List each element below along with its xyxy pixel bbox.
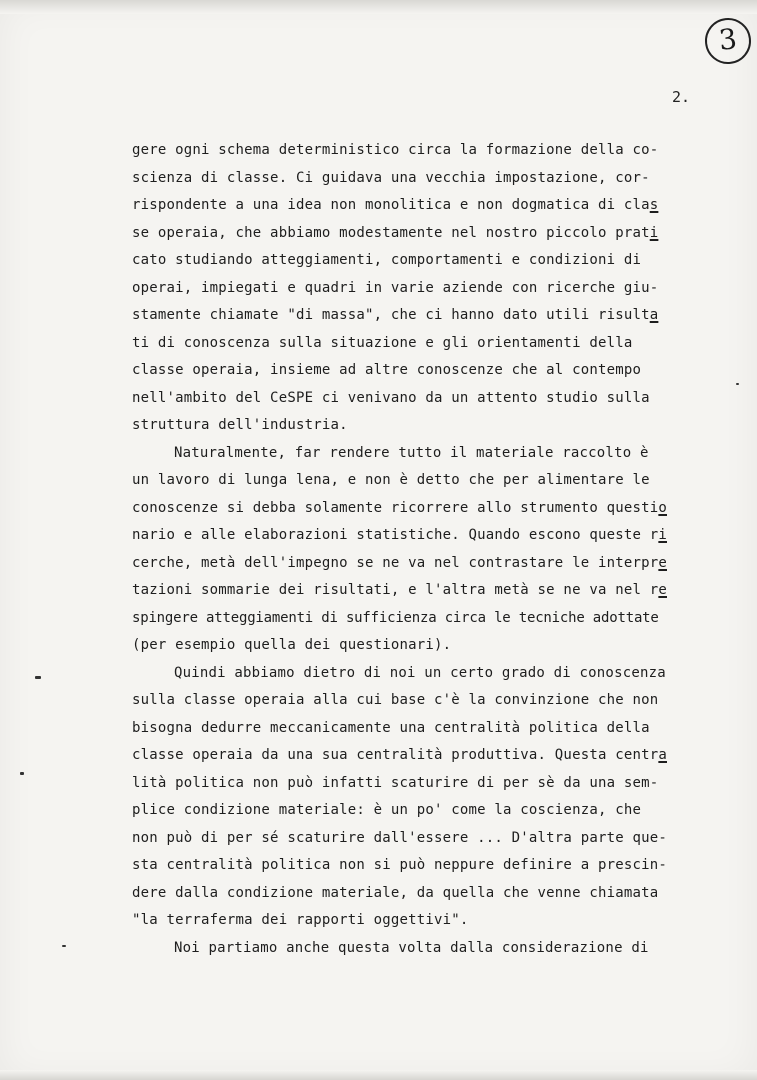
scan-speck (20, 772, 24, 775)
text-line (132, 715, 732, 743)
text-segment: bisogna dedurre meccanicamente una centralità politica della (132, 719, 650, 736)
text-segment: "la terraferma dei rapporti oggettivi". (132, 912, 469, 928)
text-line (132, 852, 732, 880)
scan-speck (736, 383, 739, 385)
text-line (132, 165, 732, 193)
text-segment: lità politica non può infatti scaturire di per sè da una sem- (132, 774, 659, 791)
text-segment: nell'ambito del CeSPE ci venivano da un attento studio sulla (132, 389, 650, 406)
text-line (132, 935, 732, 963)
text-line (132, 907, 732, 935)
text-line (132, 357, 732, 385)
handwritten-folio-mark: 3 (703, 16, 754, 67)
text-line (132, 687, 732, 715)
underlined-hyphenation-fragment: a (658, 747, 667, 763)
text-segment: un lavoro di lunga lena, e non è detto che per alimentare le (132, 472, 650, 488)
text-line (132, 467, 732, 495)
text-line (132, 495, 732, 523)
underlined-hyphenation-fragment: o (658, 499, 667, 516)
text-line (132, 137, 732, 165)
underlined-hyphenation-fragment: a (649, 307, 659, 323)
underlined-hyphenation-fragment: s (649, 197, 659, 213)
scan-speck (35, 676, 41, 679)
text-line (132, 385, 732, 413)
text-segment: ti di conoscenza sulla situazione e gli orientamenti della (132, 334, 633, 351)
text-segment: stamente chiamate "di massa", che ci hanno dato utili risult (132, 307, 650, 323)
text-segment: sta centralità politica non si può neppure definire a prescin- (132, 857, 667, 873)
text-segment: conoscenze si debba solamente ricorrere allo strumento questi (132, 499, 659, 516)
text-line (132, 825, 732, 853)
text-segment: non può di per sé scaturire dall'essere ... D'altra parte que- (132, 829, 667, 846)
text-line (132, 770, 732, 798)
body-text (132, 137, 732, 962)
underlined-hyphenation-fragment: i (649, 224, 659, 241)
text-line (132, 522, 732, 550)
text-line (132, 247, 732, 275)
underlined-hyphenation-fragment: e (658, 554, 667, 571)
text-line (132, 220, 732, 248)
text-line (132, 192, 732, 220)
text-segment: nario e alle elaborazioni statistiche. Quando escono queste r (132, 527, 659, 543)
scan-speck (62, 945, 66, 947)
text-line (132, 660, 732, 688)
text-segment: classe operaia, insieme ad altre conoscenze che al contempo (132, 362, 642, 378)
underlined-hyphenation-fragment: i (658, 527, 667, 543)
page-top-edge (0, 0, 757, 14)
text-line (132, 577, 732, 605)
text-segment: tazioni sommarie dei risultati, e l'altra metà se ne va nel r (132, 582, 659, 598)
text-segment: scienza di classe. Ci guidava una vecchia impostazione, cor- (132, 169, 650, 186)
text-line (132, 742, 732, 770)
text-segment: Naturalmente, far rendere tutto il materiale raccolto è (174, 444, 649, 461)
text-line (132, 632, 732, 660)
text-line (132, 330, 732, 358)
text-line (132, 605, 732, 633)
text-segment: struttura dell'industria. (132, 417, 348, 433)
text-segment: sulla classe operaia alla cui base c'è la convinzione che non (132, 692, 659, 708)
text-line (132, 550, 732, 578)
text-line (132, 412, 732, 440)
text-line (132, 440, 732, 468)
text-line (132, 797, 732, 825)
text-segment: dere dalla condizione materiale, da quella che venne chiamata (132, 884, 659, 901)
text-segment: gere ogni schema deterministico circa la formazione della co- (132, 142, 659, 158)
text-segment: (per esempio quella dei questionari). (132, 637, 452, 653)
text-line (132, 275, 732, 303)
text-segment: Noi partiamo anche questa volta dalla considerazione di (174, 939, 649, 956)
page-number: 2. (672, 88, 691, 106)
text-segment: Quindi abbiamo dietro di noi un certo grado di conoscenza (174, 664, 666, 681)
text-line (132, 880, 732, 908)
text-segment: cerche, metà dell'impegno se ne va nel contrastare le interpr (132, 554, 659, 571)
underlined-hyphenation-fragment: e (658, 582, 667, 598)
page-bottom-edge (0, 1070, 757, 1080)
text-segment: cato studiando atteggiamenti, comportamenti e condizioni di (132, 252, 642, 268)
text-segment: rispondente a una idea non monolitica e non dogmatica di cla (132, 197, 650, 213)
text-segment: plice condizione materiale: è un po' come la coscienza, che (132, 802, 642, 818)
text-segment: operai, impiegati e quadri in varie aziende con ricerche giu- (132, 279, 659, 296)
text-line (132, 302, 732, 330)
text-segment: classe operaia da una sua centralità produttiva. Questa centr (132, 747, 659, 763)
text-segment: se operaia, che abbiamo modestamente nel nostro piccolo prat (132, 224, 650, 241)
text-segment: spingere atteggiamenti di sufficienza circa le tecniche adottate (132, 609, 659, 626)
